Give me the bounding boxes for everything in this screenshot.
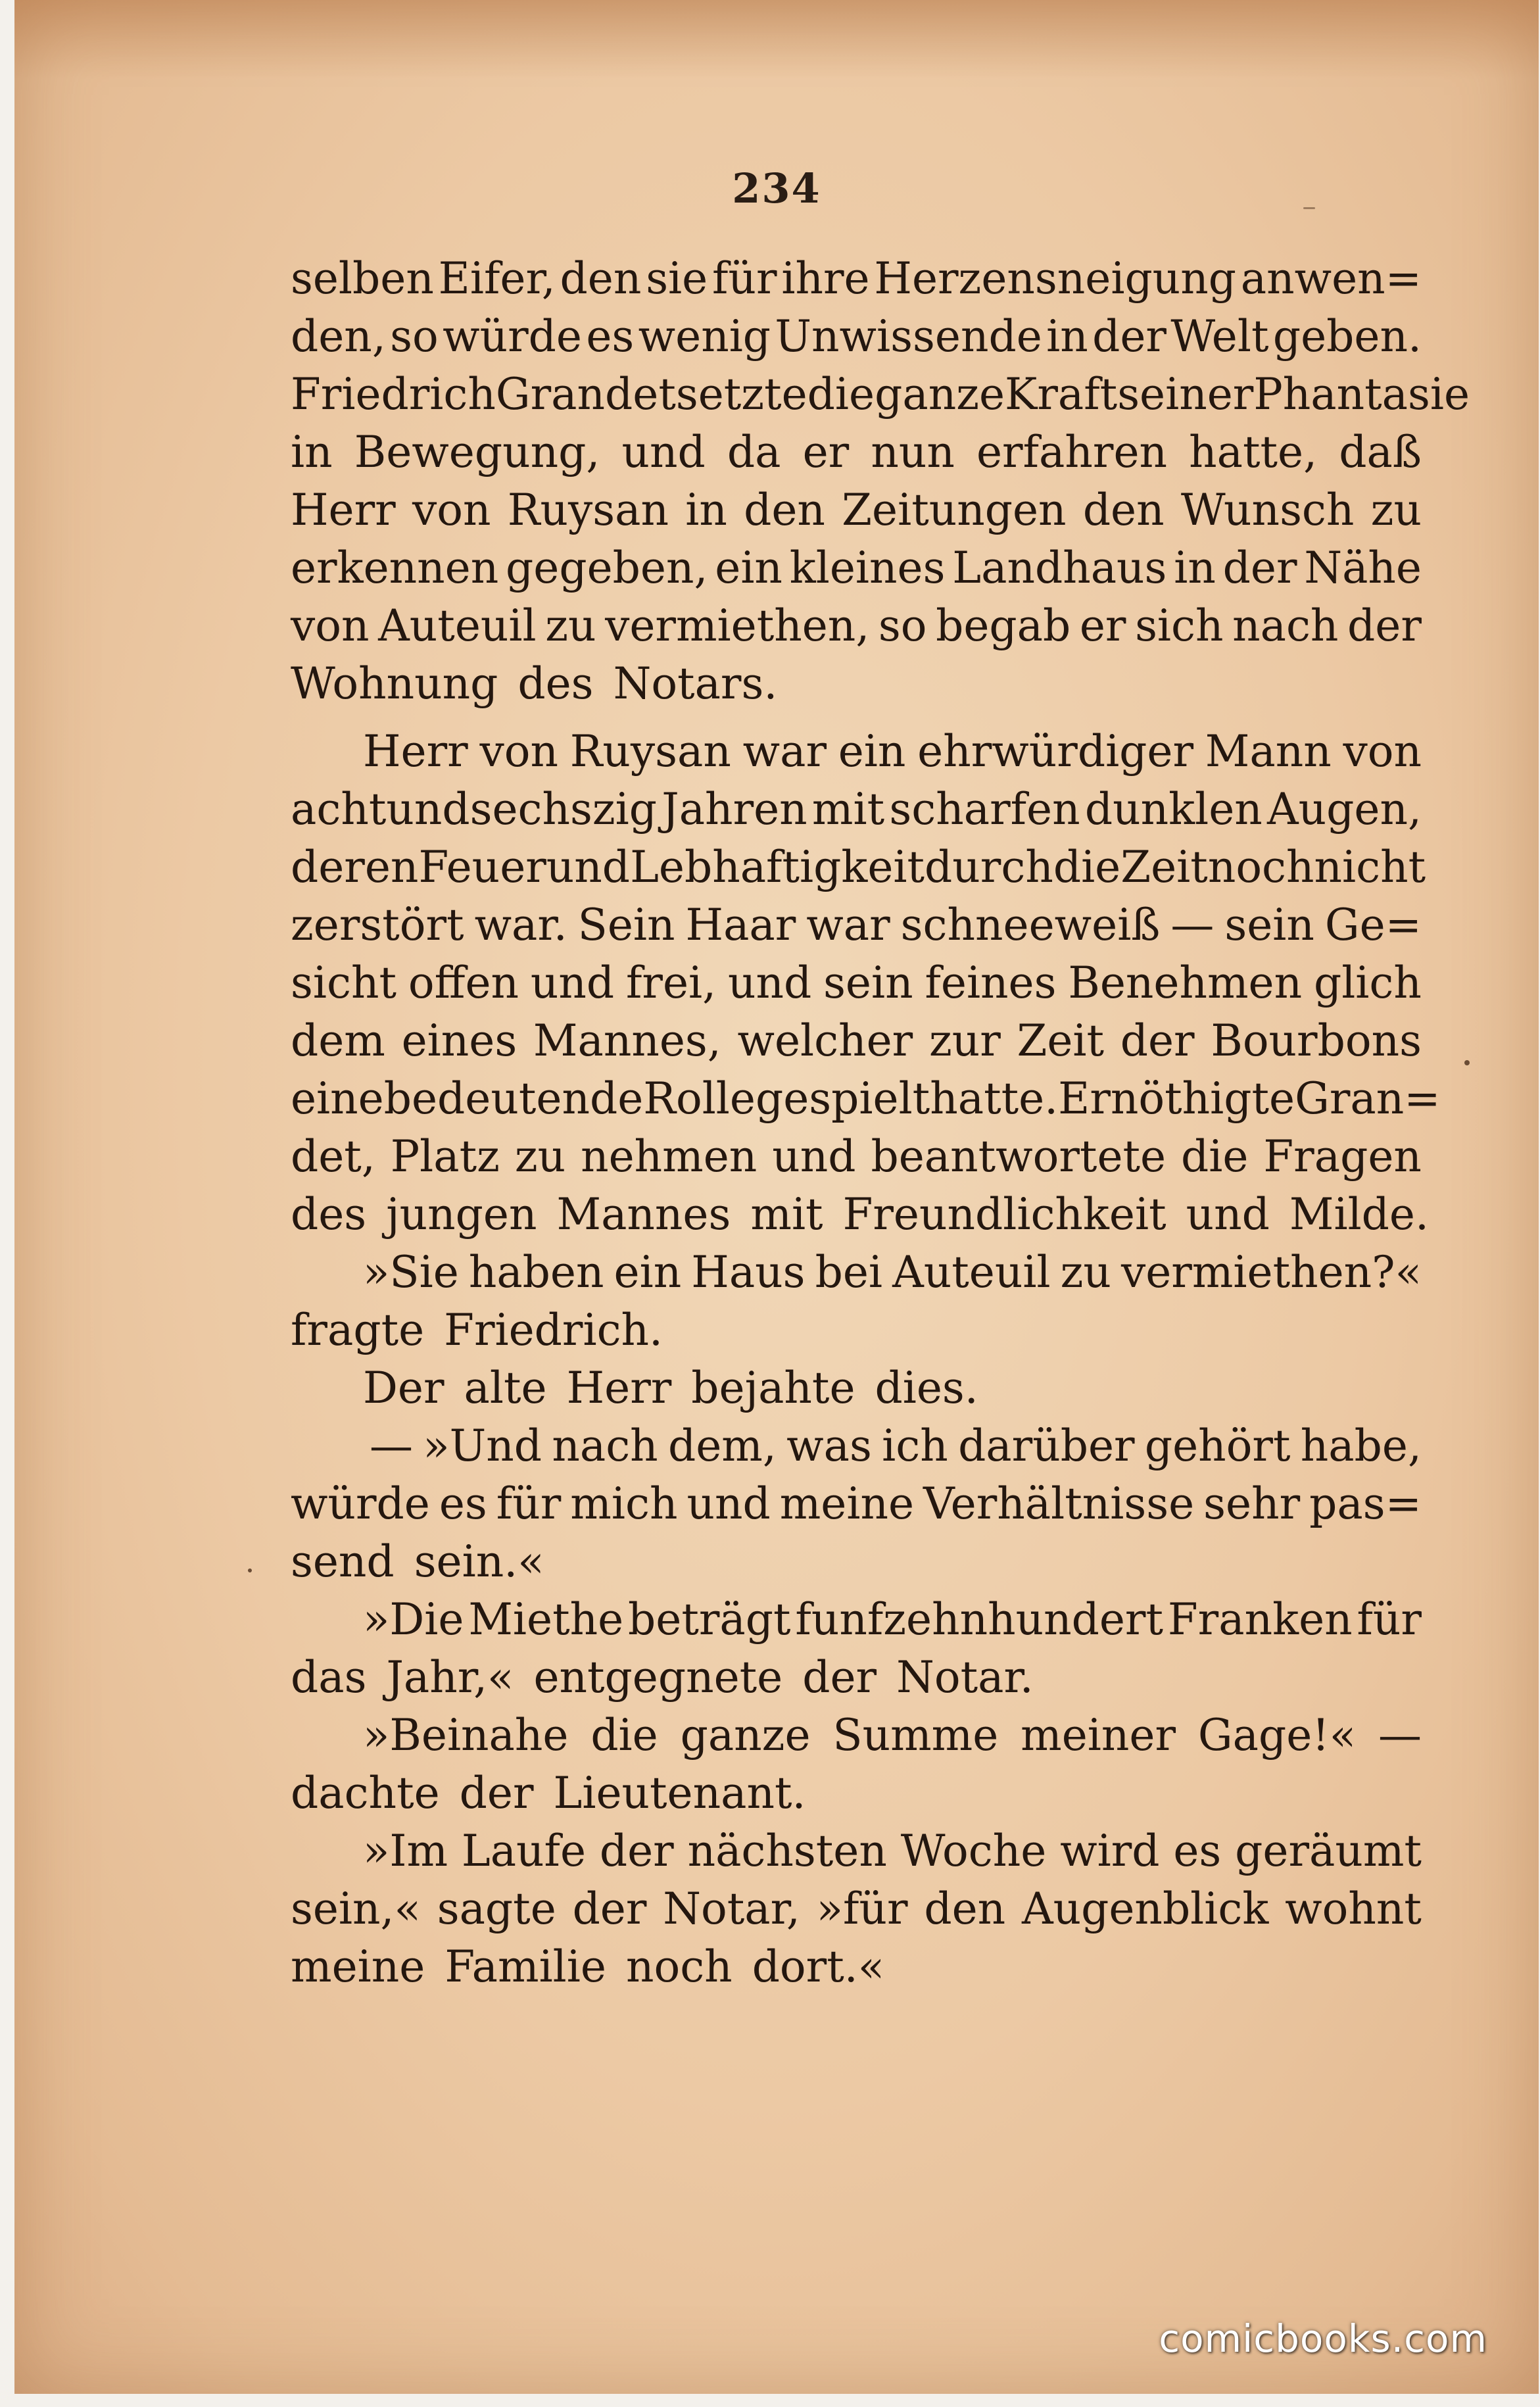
text-word: nach xyxy=(1232,600,1339,651)
text-line xyxy=(291,1707,1422,1764)
text-word: Nähe xyxy=(1304,543,1422,593)
text-line xyxy=(291,1244,1422,1301)
text-line xyxy=(291,1475,1422,1533)
text-word: beträgt xyxy=(628,1594,791,1645)
text-word: Auteuil xyxy=(892,1247,1051,1298)
text-line xyxy=(291,896,1422,954)
text-word: würde xyxy=(291,1478,430,1529)
text-word: die xyxy=(807,369,875,420)
text-word: vermiethen?« xyxy=(1120,1247,1422,1298)
text-word: frei, xyxy=(625,958,717,1008)
ink-speck xyxy=(1464,1060,1470,1065)
text-word: Mann xyxy=(1205,726,1332,777)
text-word: Unwissende xyxy=(775,311,1042,362)
text-word: und xyxy=(1186,1189,1270,1240)
text-word: der xyxy=(1092,311,1167,362)
text-word: Herr xyxy=(291,485,396,535)
text-line xyxy=(291,250,1422,308)
text-word: — xyxy=(370,1421,413,1471)
text-word: Augen, xyxy=(1267,784,1422,835)
text-word: sein.« xyxy=(414,1536,544,1587)
text-word: die xyxy=(590,1710,658,1761)
text-line xyxy=(291,655,1422,713)
text-word: den xyxy=(924,1884,1006,1934)
text-word: send xyxy=(291,1536,395,1587)
text-word: da xyxy=(727,427,781,477)
text-word: von xyxy=(1343,726,1422,777)
text-word: wohnt xyxy=(1285,1884,1422,1934)
text-word: ein xyxy=(614,1247,682,1298)
text-word: begab xyxy=(936,600,1071,651)
text-word: Fragen xyxy=(1263,1131,1422,1182)
text-word: wird xyxy=(1060,1826,1160,1876)
text-word: und xyxy=(772,1131,856,1182)
book-page xyxy=(14,0,1539,2394)
text-word: bei xyxy=(815,1247,883,1298)
text-word: seiner xyxy=(1117,369,1254,420)
text-word: der xyxy=(1347,600,1422,651)
text-word: meine xyxy=(291,1941,425,1992)
text-word: er xyxy=(1079,600,1126,651)
text-word: »Im xyxy=(363,1826,448,1876)
text-word: so xyxy=(878,600,927,651)
text-word: bedeutende xyxy=(383,1073,644,1124)
text-word: haben xyxy=(468,1247,604,1298)
text-word: ihre xyxy=(781,253,870,304)
text-word: meiner xyxy=(1021,1710,1176,1761)
text-word: jungen xyxy=(386,1189,537,1240)
text-word: der xyxy=(1120,1015,1195,1066)
text-word: nun xyxy=(871,427,955,477)
text-word: pas= xyxy=(1309,1478,1422,1529)
text-word: deren xyxy=(291,842,419,892)
text-word: sein,« xyxy=(291,1884,421,1934)
text-word: zu xyxy=(1060,1247,1111,1298)
text-word: von xyxy=(412,485,491,535)
text-word: Ruysan xyxy=(569,726,731,777)
text-word: Grandet xyxy=(495,369,676,420)
text-line xyxy=(291,1301,1422,1359)
text-line xyxy=(291,308,1422,366)
text-word: gehört xyxy=(1144,1421,1291,1471)
text-word: für xyxy=(1357,1594,1422,1645)
text-word: Ruysan xyxy=(507,485,669,535)
text-word: mit xyxy=(750,1189,823,1240)
text-word: achtundsechszig xyxy=(291,784,658,835)
text-word: »Beinahe xyxy=(363,1710,569,1761)
text-word: ein xyxy=(838,726,906,777)
text-line xyxy=(291,781,1422,839)
text-word: Der xyxy=(363,1363,445,1413)
text-word: funfzehnhundert xyxy=(795,1594,1164,1645)
text-word: Notar, xyxy=(663,1884,800,1934)
text-word: selben xyxy=(291,253,434,304)
text-word: beantwortete xyxy=(871,1131,1167,1182)
text-word: hatte, xyxy=(1189,427,1318,477)
text-word: sicht xyxy=(291,958,397,1008)
text-word: »Die xyxy=(363,1594,464,1645)
text-word: Familie xyxy=(445,1941,606,1992)
text-word: Phantasie xyxy=(1253,369,1470,420)
text-word: vermiethen, xyxy=(605,600,870,651)
text-word: Mannes xyxy=(556,1189,731,1240)
text-word: nicht xyxy=(1314,842,1426,892)
text-word: feines xyxy=(925,958,1057,1008)
text-word: von xyxy=(479,726,558,777)
text-line xyxy=(291,366,1470,424)
text-word: noch xyxy=(625,1941,733,1992)
text-word: und xyxy=(686,1478,771,1529)
text-word: erkennen xyxy=(291,543,499,593)
text-word: zu xyxy=(1370,485,1422,535)
text-line xyxy=(291,1012,1422,1070)
text-word: in xyxy=(1174,543,1216,593)
text-word: dunklen xyxy=(1084,784,1263,835)
text-word: schneeweiß xyxy=(900,900,1161,950)
text-word: Zeit xyxy=(1120,842,1208,892)
text-word: geräumt xyxy=(1235,1826,1422,1876)
text-word: dort.« xyxy=(752,1941,885,1992)
text-word: sein xyxy=(1224,900,1314,950)
text-line xyxy=(291,1359,1422,1417)
text-word: Zeit xyxy=(1017,1015,1105,1066)
text-word: zu xyxy=(545,600,596,651)
text-line xyxy=(291,1533,1422,1591)
text-word: offen xyxy=(408,958,519,1008)
text-word: in xyxy=(1046,311,1088,362)
text-word: nöthigte xyxy=(1110,1073,1295,1124)
text-word: habe, xyxy=(1300,1421,1422,1471)
text-word: dachte xyxy=(291,1768,440,1818)
text-word: Notars. xyxy=(613,658,778,709)
text-word: Franken xyxy=(1167,1594,1353,1645)
text-word: dem xyxy=(291,1015,385,1066)
text-word: darüber xyxy=(958,1421,1135,1471)
text-word: von xyxy=(291,600,370,651)
text-word: sein xyxy=(823,958,913,1008)
text-word: zerstört xyxy=(291,900,464,950)
text-word: Platz xyxy=(390,1131,500,1182)
text-line xyxy=(291,1417,1422,1475)
text-word: durch xyxy=(925,842,1053,892)
text-word: Notar. xyxy=(896,1652,1034,1703)
text-word: geben. xyxy=(1272,311,1422,362)
text-word: welcher xyxy=(737,1015,913,1066)
text-word: es xyxy=(1173,1826,1222,1876)
page-stain xyxy=(14,0,1539,79)
text-line xyxy=(291,1649,1422,1707)
ink-speck xyxy=(1303,207,1315,209)
text-word: die xyxy=(1053,842,1121,892)
text-word: Er xyxy=(1058,1073,1111,1124)
text-word: es xyxy=(439,1478,487,1529)
text-word: Haar xyxy=(685,900,796,950)
text-word: ganze xyxy=(875,369,1005,420)
text-word: war xyxy=(742,726,827,777)
text-word: Friedrich xyxy=(291,369,496,420)
text-word: Zeitungen xyxy=(842,485,1067,535)
text-word: und xyxy=(546,842,631,892)
text-word: ein xyxy=(715,543,782,593)
text-word: und xyxy=(727,958,812,1008)
text-word: — xyxy=(1170,900,1215,950)
text-word: Ge= xyxy=(1324,900,1422,950)
text-word: Haus xyxy=(691,1247,806,1298)
text-word: der xyxy=(599,1826,674,1876)
text-word: sehr xyxy=(1203,1478,1301,1529)
text-word: alte xyxy=(464,1363,547,1413)
text-word: für xyxy=(712,253,777,304)
text-word: Sein xyxy=(577,900,675,950)
text-word: sagte xyxy=(437,1884,556,1934)
text-word: nach xyxy=(552,1421,658,1471)
text-word: entgegnete xyxy=(533,1652,783,1703)
text-word: Wohnung xyxy=(291,658,498,709)
text-word: mich xyxy=(570,1478,678,1529)
text-word: Augenblick xyxy=(1021,1884,1269,1934)
text-word: Eifer, xyxy=(438,253,556,304)
text-word: in xyxy=(685,485,727,535)
text-word: Rolle xyxy=(643,1073,756,1124)
text-line xyxy=(291,597,1422,655)
text-line xyxy=(291,723,1422,781)
text-word: in xyxy=(291,427,333,477)
text-word: wenig xyxy=(638,311,771,362)
text-word: eines xyxy=(401,1015,517,1066)
text-word: Laufe xyxy=(461,1826,587,1876)
text-word: dem, xyxy=(667,1421,777,1471)
text-word: ganze xyxy=(680,1710,811,1761)
text-word: der xyxy=(572,1884,647,1934)
text-word: Summe xyxy=(832,1710,999,1761)
text-word: setzte xyxy=(675,369,807,420)
text-word: gegeben, xyxy=(506,543,708,593)
text-word: »Und xyxy=(423,1421,542,1471)
text-word: daß xyxy=(1339,427,1422,477)
text-word: den xyxy=(560,253,642,304)
text-word: meine xyxy=(779,1478,915,1529)
text-word: des xyxy=(517,658,594,709)
text-word: die xyxy=(1181,1131,1249,1182)
text-word: nächsten xyxy=(687,1826,887,1876)
text-word: so xyxy=(390,311,439,362)
text-word: der xyxy=(1222,543,1297,593)
ink-speck xyxy=(248,1568,252,1572)
text-word: hatte. xyxy=(930,1073,1059,1124)
text-word: Jahr,« xyxy=(386,1652,514,1703)
text-word: Bewegung, xyxy=(354,427,600,477)
text-word: und xyxy=(621,427,706,477)
text-word: für xyxy=(496,1478,562,1529)
text-word: Lieutenant. xyxy=(553,1768,806,1818)
text-word: Feuer xyxy=(418,842,546,892)
text-word: glich xyxy=(1313,958,1422,1008)
text-word: Herzensneigung xyxy=(874,253,1236,304)
text-word: Verhältnisse xyxy=(923,1478,1195,1529)
text-word: das xyxy=(291,1652,367,1703)
text-word: ehrwürdiger xyxy=(917,726,1194,777)
text-word: er xyxy=(802,427,850,477)
text-word: anwen= xyxy=(1240,253,1422,304)
text-word: fragte xyxy=(291,1305,425,1355)
text-line xyxy=(291,1938,1422,1996)
text-word: Wunsch xyxy=(1180,485,1355,535)
text-word: Miethe xyxy=(468,1594,624,1645)
text-line xyxy=(291,1128,1422,1186)
text-line xyxy=(291,1822,1422,1880)
text-line xyxy=(291,954,1422,1012)
text-word: den, xyxy=(291,311,386,362)
text-word: war xyxy=(806,900,890,950)
text-line xyxy=(291,539,1422,597)
text-line xyxy=(291,424,1422,481)
text-word: was xyxy=(786,1421,872,1471)
text-word: und xyxy=(530,958,615,1008)
text-word: Lebhaftigkeit xyxy=(630,842,925,892)
text-word: Mannes, xyxy=(533,1015,721,1066)
text-word: bejahte xyxy=(691,1363,855,1413)
text-word: sich xyxy=(1135,600,1224,651)
text-line xyxy=(291,1591,1422,1649)
text-word: Landhaus xyxy=(952,543,1167,593)
text-word: war. xyxy=(474,900,567,950)
text-line xyxy=(291,1764,1422,1822)
page-text xyxy=(291,250,1470,1996)
text-word: Woche xyxy=(900,1826,1047,1876)
text-word: scharfen xyxy=(889,784,1080,835)
text-line xyxy=(291,1880,1422,1938)
text-word: »Sie xyxy=(363,1247,459,1298)
text-word: kleines xyxy=(789,543,946,593)
text-word: den xyxy=(1082,485,1165,535)
text-word: mit xyxy=(811,784,885,835)
text-word: der xyxy=(802,1652,877,1703)
text-word: erfahren xyxy=(976,427,1168,477)
text-word: Freundlichkeit xyxy=(842,1189,1167,1240)
text-word: »für xyxy=(816,1884,908,1934)
text-word: nehmen xyxy=(581,1131,758,1182)
page-number: 234 xyxy=(732,164,821,212)
text-word: sie xyxy=(646,253,708,304)
text-word: zur xyxy=(928,1015,1001,1066)
text-word: Gran= xyxy=(1295,1073,1441,1124)
text-word: Friedrich. xyxy=(444,1305,663,1355)
text-word: Herr xyxy=(363,726,468,777)
text-word: det, xyxy=(291,1131,375,1182)
text-word: des xyxy=(291,1189,367,1240)
text-word: gespielt xyxy=(755,1073,930,1124)
text-word: Milde. xyxy=(1289,1189,1429,1240)
text-word: es xyxy=(586,311,635,362)
text-word: Bourbons xyxy=(1211,1015,1422,1066)
text-word: Welt xyxy=(1170,311,1269,362)
text-line xyxy=(291,1186,1429,1244)
text-word: noch xyxy=(1207,842,1314,892)
text-line xyxy=(291,1070,1441,1128)
text-word: eine xyxy=(291,1073,384,1124)
text-word: ich xyxy=(882,1421,948,1471)
text-word: würde xyxy=(443,311,582,362)
text-word: den xyxy=(744,485,825,535)
text-word: zu xyxy=(514,1131,566,1182)
watermark: comicbooks.com xyxy=(1159,2316,1487,2361)
text-word: Benehmen xyxy=(1068,958,1303,1008)
text-line xyxy=(291,481,1422,539)
text-word: — xyxy=(1378,1710,1422,1761)
text-word: der xyxy=(459,1768,534,1818)
text-word: dies. xyxy=(875,1363,978,1413)
text-line xyxy=(291,839,1426,896)
text-word: Jahren xyxy=(662,784,807,835)
text-word: Gage!« xyxy=(1197,1710,1357,1761)
text-word: Kraft xyxy=(1005,369,1118,420)
text-word: Auteuil xyxy=(378,600,537,651)
text-word: Herr xyxy=(566,1363,672,1413)
